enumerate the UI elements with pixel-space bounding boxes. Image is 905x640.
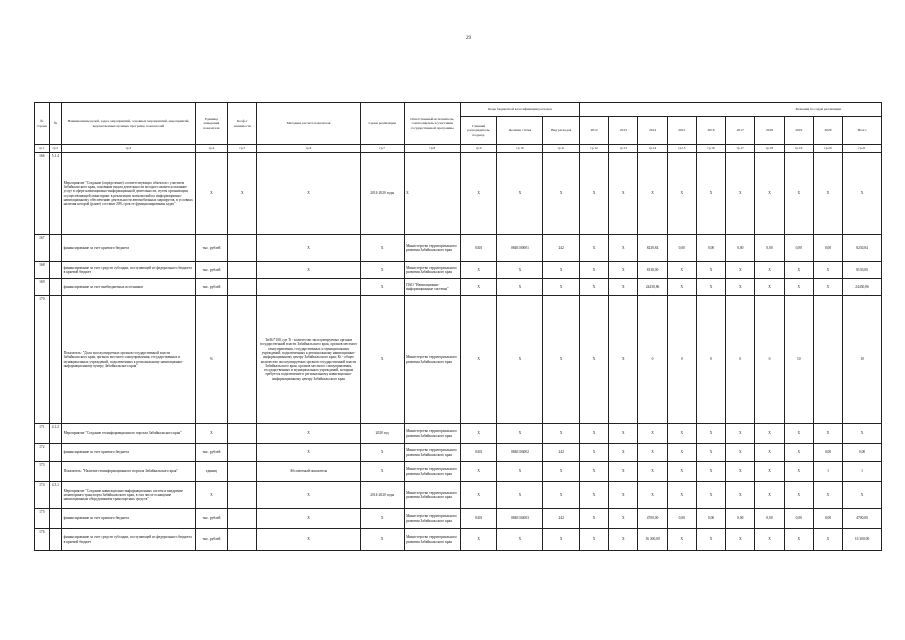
expense-type-cell: 242	[543, 235, 580, 262]
year-value-cell: Х	[696, 462, 725, 482]
period-cell: Х	[360, 509, 404, 529]
responsible-cell: Министерство территориального развития Забайкальского края	[404, 444, 460, 462]
header-cell: Вид расходов	[543, 117, 580, 145]
header-cell: Целевая статья	[497, 117, 543, 145]
unit-cell: Х	[195, 153, 227, 235]
year-value-cell: Х	[726, 262, 755, 279]
column-number-cell: гр.4	[195, 145, 227, 153]
column-number-cell: гр.11	[543, 145, 580, 153]
year-value-cell: Х	[696, 529, 725, 551]
unit-cell: тыс. рублей	[195, 444, 227, 462]
expense-type-cell: Х	[543, 262, 580, 279]
responsible-cell: Министерство территориального развития Забайкальского края	[404, 424, 460, 444]
header-cell: Итого	[843, 117, 882, 145]
responsible-cell: Министерство территориального развития Забайкальского края	[404, 235, 460, 262]
year-value-cell: Х	[755, 262, 784, 279]
year-value-cell: 24430,86	[638, 279, 667, 296]
year-value-cell: 0,00	[726, 235, 755, 262]
total-cell: 24430,86	[843, 279, 882, 296]
grbs-cell: Х	[460, 424, 497, 444]
table-row	[35, 482, 882, 509]
year-value-cell: Х	[609, 235, 638, 262]
header-cell: Наименование целей, задач, мероприятий, основных мероприятий, мероприятий, ведомственных целевых программ, показателей	[62, 103, 196, 145]
column-number-cell: гр.13	[609, 145, 638, 153]
target-cell: Х	[497, 279, 543, 296]
period-cell: Х	[360, 296, 404, 424]
year-value-cell: Х	[609, 262, 638, 279]
year-value-cell: Х	[579, 529, 608, 551]
row-number-cell: 170	[35, 296, 50, 424]
period-cell: Х	[360, 529, 404, 551]
year-value-cell: Х	[726, 529, 755, 551]
header-cell: Значения по годам реализации	[579, 103, 881, 117]
target-cell: 0840104002	[497, 444, 543, 462]
column-number-row	[35, 145, 882, 153]
coef-cell	[228, 296, 257, 424]
unit-cell: %	[195, 296, 227, 424]
column-number-cell: гр.16	[696, 145, 725, 153]
year-cell: 2019	[784, 117, 813, 145]
year-value-cell: Х	[726, 424, 755, 444]
year-value-cell: Х	[609, 529, 638, 551]
expense-type-cell: 242	[543, 444, 580, 462]
year-value-cell	[813, 296, 842, 424]
year-value-cell: 1	[813, 462, 842, 482]
total-cell: Х	[843, 482, 882, 509]
item-number-cell	[49, 262, 62, 279]
year-value-cell: Х	[755, 153, 784, 235]
year-value-cell: Х	[579, 424, 608, 444]
name-cell: Показатель: "Доля эксплуатируемых органов государственной власти Забайкальского края, органов местного самоуправления, государственных и муниципальных учреждений, подключенных к региональному навигационно-информационному центру Забайкальского края"	[62, 296, 196, 424]
grbs-cell: 0401	[460, 509, 497, 529]
name-cell: финансирование за счет краевого бюджета	[62, 235, 196, 262]
total-cell: 1	[843, 462, 882, 482]
grbs-cell: Х	[460, 529, 497, 551]
year-value-cell: 0,00	[813, 235, 842, 262]
grbs-cell: Х	[460, 296, 497, 424]
grbs-cell: Х	[460, 262, 497, 279]
year-value-cell: Х	[667, 424, 696, 444]
item-number-cell	[49, 509, 62, 529]
item-number-cell	[49, 279, 62, 296]
year-value-cell: Х	[667, 529, 696, 551]
responsible-cell: ПАО "Навигационно-информационные системы"	[404, 279, 460, 296]
unit-cell: единиц	[195, 462, 227, 482]
method-cell: Х	[257, 509, 360, 529]
expense-type-cell: Х	[543, 462, 580, 482]
column-number-cell: гр.2	[49, 145, 62, 153]
grbs-cell: Х	[460, 279, 497, 296]
column-number-cell: гр.15	[667, 145, 696, 153]
year-value-cell: Х	[667, 444, 696, 462]
header-cell: № строки	[35, 103, 50, 145]
period-cell: Х	[360, 262, 404, 279]
target-cell: Х	[497, 482, 543, 509]
year-value-cell: Х	[667, 153, 696, 235]
period-cell: Х	[360, 235, 404, 262]
year-value-cell: 10	[784, 296, 813, 424]
year-value-cell: Х	[784, 279, 813, 296]
year-value-cell: Х	[609, 509, 638, 529]
year-value-cell: Х	[755, 424, 784, 444]
name-cell: финансирование за счет средств субсидии, поступающей из федерального бюджета в краевой бюджет	[62, 529, 196, 551]
header-row-1	[35, 103, 882, 117]
year-value-cell: Х	[667, 279, 696, 296]
expense-type-cell: Х	[543, 153, 580, 235]
year-value-cell: Х	[579, 262, 608, 279]
column-number-cell: гр.3	[62, 145, 196, 153]
header-cell: Коды бюджетной классификации расходов	[460, 103, 579, 117]
method-cell: Х	[257, 424, 360, 444]
header-cell: Коэф-т значимости	[228, 103, 257, 145]
coef-cell	[228, 509, 257, 529]
year-value-cell: Х	[755, 482, 784, 509]
row-number-cell: 168	[35, 262, 50, 279]
period-cell: Х	[360, 444, 404, 462]
column-number-cell: гр.9	[460, 145, 497, 153]
year-value-cell: 0,00	[813, 509, 842, 529]
year-value-cell: 0	[726, 296, 755, 424]
year-value-cell: Х	[813, 279, 842, 296]
expense-type-cell: Х	[543, 482, 580, 509]
year-value-cell: Х	[638, 462, 667, 482]
period-cell: 2014-2020 годы	[360, 153, 404, 235]
row-number-cell: 175	[35, 509, 50, 529]
row-number-cell: 167	[35, 235, 50, 262]
table-row	[35, 279, 882, 296]
grbs-cell: Х	[460, 462, 497, 482]
year-value-cell: Х	[609, 462, 638, 482]
year-value-cell: Х	[667, 262, 696, 279]
expense-type-cell: 242	[543, 509, 580, 529]
column-number-cell: гр.6	[257, 145, 360, 153]
responsible-cell: Министерство территориального развития Забайкальского края	[404, 462, 460, 482]
column-number-cell: гр.14	[638, 145, 667, 153]
period-cell: Х	[360, 462, 404, 482]
year-cell: 2012	[579, 117, 608, 145]
method-cell: Абсолютный показатель	[257, 462, 360, 482]
year-value-cell: Х	[609, 153, 638, 235]
expense-type-cell: Х	[543, 279, 580, 296]
header-cell: Сроки реализации	[360, 103, 404, 145]
column-number-cell: гр.12	[579, 145, 608, 153]
year-value-cell: Х	[579, 509, 608, 529]
table-row	[35, 444, 882, 462]
year-value-cell: Х	[784, 262, 813, 279]
period-cell: 2020 год	[360, 424, 404, 444]
year-cell: 2016	[696, 117, 725, 145]
year-value-cell: Х	[667, 482, 696, 509]
coef-cell	[228, 424, 257, 444]
method-cell: Х	[257, 482, 360, 509]
year-value-cell: Х	[726, 153, 755, 235]
year-value-cell: 0,00	[667, 509, 696, 529]
coef-cell	[228, 235, 257, 262]
year-value-cell: 4700,00	[638, 509, 667, 529]
method-cell: Х	[257, 153, 360, 235]
column-number-cell: гр.18	[755, 145, 784, 153]
year-value-cell: Х	[726, 444, 755, 462]
year-value-cell: Х	[696, 424, 725, 444]
expense-type-cell: Х	[543, 296, 580, 424]
year-value-cell: Х	[755, 462, 784, 482]
table-row	[35, 509, 882, 529]
coef-cell: Х	[228, 153, 257, 235]
target-cell: Х	[497, 153, 543, 235]
item-number-cell: 4.3.1	[49, 482, 62, 509]
target-cell: Х	[497, 424, 543, 444]
table-row	[35, 153, 882, 235]
year-value-cell: Х	[579, 235, 608, 262]
target-cell: Х	[497, 296, 543, 424]
table-row	[35, 262, 882, 279]
year-value-cell: Х	[579, 153, 608, 235]
item-number-cell	[49, 462, 62, 482]
total-cell: Х	[843, 424, 882, 444]
method-cell: Х	[257, 235, 360, 262]
year-value-cell: Х	[579, 482, 608, 509]
responsible-cell: Министерство территориального развития Забайкальского края	[404, 262, 460, 279]
target-cell: 0840100001	[497, 235, 543, 262]
name-cell: финансирование за счет внебюджетных источников	[62, 279, 196, 296]
unit-cell: тыс. рублей	[195, 262, 227, 279]
row-number-cell: 171	[35, 424, 50, 444]
year-value-cell: Х	[813, 153, 842, 235]
item-number-cell	[49, 235, 62, 262]
year-value-cell: Х	[755, 444, 784, 462]
method-cell: Ти/Кi*100, где Ti - количество эксплуатируемых органов государственной власти Забайкальского края, органов местного самоуправления, государственных и муниципальных учреждений, подключенных к региональному навигационно-информационному центру Забайкальского края; Ki - общее количество эксплуатируемых органов государственной власти Забайкальского края, органов местного самоуправления, государственных и муниципальных учреждений, которым требуется подключение к региональному навигационно-информационному центру Забайкальского края	[257, 296, 360, 424]
unit-cell: тыс. рублей	[195, 235, 227, 262]
year-value-cell: 0,00	[696, 509, 725, 529]
year-value-cell: 0,00	[813, 444, 842, 462]
header-cell: Методика расчета показателя	[257, 103, 360, 145]
page-number: 29	[466, 36, 471, 41]
method-cell	[257, 279, 360, 296]
year-value-cell: Х	[696, 444, 725, 462]
column-number-cell: гр.17	[726, 145, 755, 153]
coef-cell	[228, 444, 257, 462]
column-number-cell: гр.1	[35, 145, 50, 153]
year-value-cell: 0,00	[755, 235, 784, 262]
year-value-cell: 8130,00	[638, 262, 667, 279]
unit-cell: Х	[195, 424, 227, 444]
year-value-cell: 0,00	[784, 235, 813, 262]
year-value-cell: 0,00	[667, 235, 696, 262]
name-cell: Показатель: "Наличие геоинформационного портала Забайкальского края"	[62, 462, 196, 482]
responsible-cell: Министерство территориального развития Забайкальского края	[404, 529, 460, 551]
total-cell: 16 300,00	[843, 529, 882, 551]
item-number-cell	[49, 529, 62, 551]
year-value-cell: Х	[755, 279, 784, 296]
column-number-cell: гр.21	[843, 145, 882, 153]
year-value-cell: Х	[726, 462, 755, 482]
year-value-cell: 0,00	[784, 509, 813, 529]
year-value-cell: Х	[696, 153, 725, 235]
column-number-cell: гр.5	[228, 145, 257, 153]
target-cell: Х	[497, 462, 543, 482]
year-value-cell: Х	[813, 262, 842, 279]
year-value-cell: Х	[784, 424, 813, 444]
responsible-cell: Министерство территориального развития Забайкальского края	[404, 482, 460, 509]
row-number-cell: 173	[35, 462, 50, 482]
coef-cell	[228, 482, 257, 509]
name-cell: Мероприятие "Создание (определение) соответствующих объектов с участием Забайкальского края, основным видом деятельности которого является оказание услуг в сфере навигационно-информационной деятельности, путем организации, осуществляющей мониторинг в реализации полномочий по информационно-навигационному обеспечению деятельности автомобильных маршрутов, в условиях наличия которой (ранее) составят 20% срок ее функционирования задач"	[62, 153, 196, 235]
unit-cell: тыс. рублей	[195, 509, 227, 529]
row-number-cell: 169	[35, 279, 50, 296]
year-value-cell: 16 300,00	[638, 529, 667, 551]
item-number-cell	[49, 444, 62, 462]
program-table	[34, 102, 882, 551]
year-value-cell: Х	[579, 462, 608, 482]
method-cell: Х	[257, 444, 360, 462]
year-value-cell: 0	[696, 296, 725, 424]
coef-cell	[228, 529, 257, 551]
coef-cell	[228, 262, 257, 279]
name-cell: Мероприятие "Создание навигационно-информационных систем и внедрение мониторинга транспорта Забайкальского края, в том числе оснащение навигационным оборудованием транспортных средств"	[62, 482, 196, 509]
table-row	[35, 296, 882, 424]
grbs-cell: 0401	[460, 235, 497, 262]
year-value-cell: 0,00	[726, 509, 755, 529]
unit-cell: тыс. рублей	[195, 529, 227, 551]
year-value-cell: Х	[638, 482, 667, 509]
responsible-cell: Министерство территориального развития Забайкальского края	[404, 509, 460, 529]
year-value-cell: Х	[579, 296, 608, 424]
year-value-cell: Х	[813, 529, 842, 551]
header-cell: №	[49, 103, 62, 145]
header-cell: Ответственный исполнитель, соисполнитель и участники государственной программы	[404, 103, 460, 145]
expense-type-cell: Х	[543, 529, 580, 551]
method-cell: Х	[257, 529, 360, 551]
year-cell: 2018	[755, 117, 784, 145]
total-cell: Х	[843, 153, 882, 235]
year-cell: 2013	[609, 117, 638, 145]
item-number-cell: 4.1.2	[49, 424, 62, 444]
coef-cell	[228, 462, 257, 482]
year-value-cell: Х	[609, 279, 638, 296]
year-value-cell: 0	[667, 296, 696, 424]
year-value-cell: Х	[579, 279, 608, 296]
year-cell: 2014	[638, 117, 667, 145]
name-cell: финансирование за счет средств субсидии, поступающей из федерального бюджета в краевой бюджет	[62, 262, 196, 279]
name-cell: Мероприятие "Создание геоинформационного портала Забайкальского края"	[62, 424, 196, 444]
row-number-cell: 172	[35, 444, 50, 462]
row-number-cell: 166	[35, 153, 50, 235]
target-cell: Х	[497, 262, 543, 279]
total-cell: 8230,84	[843, 235, 882, 262]
year-value-cell: Х	[784, 462, 813, 482]
target-cell: 0840104003	[497, 509, 543, 529]
name-cell: финансирование за счет краевого бюджета	[62, 444, 196, 462]
table-body	[35, 103, 882, 551]
year-value-cell: Х	[609, 424, 638, 444]
total-cell: 4700,00	[843, 509, 882, 529]
target-cell: Х	[497, 529, 543, 551]
table-row	[35, 424, 882, 444]
period-cell: 2014-2020 годы	[360, 482, 404, 509]
year-value-cell: Х	[813, 424, 842, 444]
year-value-cell: Х	[609, 482, 638, 509]
header-cell: Единица измерения показателя	[195, 103, 227, 145]
table-row	[35, 235, 882, 262]
year-value-cell: Х	[638, 424, 667, 444]
year-cell: 2015	[667, 117, 696, 145]
expense-type-cell: Х	[543, 424, 580, 444]
name-cell: финансирование за счет краевого бюджета	[62, 509, 196, 529]
year-value-cell: Х	[813, 482, 842, 509]
year-value-cell: Х	[696, 262, 725, 279]
item-number-cell: 5.1.4	[49, 153, 62, 235]
year-value-cell: Х	[609, 296, 638, 424]
year-value-cell: Х	[609, 444, 638, 462]
year-cell: 2017	[726, 117, 755, 145]
year-value-cell: Х	[726, 279, 755, 296]
year-value-cell: Х	[784, 482, 813, 509]
year-value-cell: Х	[784, 153, 813, 235]
year-cell: 2020	[813, 117, 842, 145]
year-value-cell: 0	[638, 296, 667, 424]
year-value-cell: 0,00	[696, 235, 725, 262]
grbs-cell: Х	[460, 482, 497, 509]
year-value-cell: Х	[755, 529, 784, 551]
column-number-cell: гр.10	[497, 145, 543, 153]
year-value-cell: Х	[638, 444, 667, 462]
total-cell: 0,00	[843, 444, 882, 462]
column-number-cell: гр.8	[404, 145, 460, 153]
header-cell: Главный распорядитель, подразд.	[460, 117, 497, 145]
year-value-cell: Х	[784, 444, 813, 462]
year-value-cell: Х	[667, 462, 696, 482]
year-value-cell: Х	[726, 482, 755, 509]
grbs-cell: Х	[460, 153, 497, 235]
year-value-cell: Х	[696, 482, 725, 509]
row-number-cell: 174	[35, 482, 50, 509]
unit-cell: Х	[195, 482, 227, 509]
grbs-cell: 0401	[460, 444, 497, 462]
column-number-cell: гр.19	[784, 145, 813, 153]
year-value-cell: Х	[784, 529, 813, 551]
period-cell: Х	[360, 279, 404, 296]
table-row	[35, 462, 882, 482]
coef-cell	[228, 279, 257, 296]
year-value-cell: Х	[696, 279, 725, 296]
unit-cell: тыс. рублей	[195, 279, 227, 296]
method-cell: Х	[257, 262, 360, 279]
column-number-cell: гр.20	[813, 145, 842, 153]
row-number-cell: 176	[35, 529, 50, 551]
year-value-cell: Х	[638, 153, 667, 235]
total-cell: 8130,00	[843, 262, 882, 279]
responsible-cell: Министерство территориального развития Забайкальского края	[404, 296, 460, 424]
year-value-cell: 0,00	[755, 509, 784, 529]
column-number-cell: гр.7	[360, 145, 404, 153]
year-value-cell: Х	[579, 444, 608, 462]
responsible-cell: Х	[404, 153, 460, 235]
year-value-cell: 0	[755, 296, 784, 424]
item-number-cell	[49, 296, 62, 424]
table-row	[35, 529, 882, 551]
year-value-cell: 8230,84	[638, 235, 667, 262]
total-cell: 10	[843, 296, 882, 424]
